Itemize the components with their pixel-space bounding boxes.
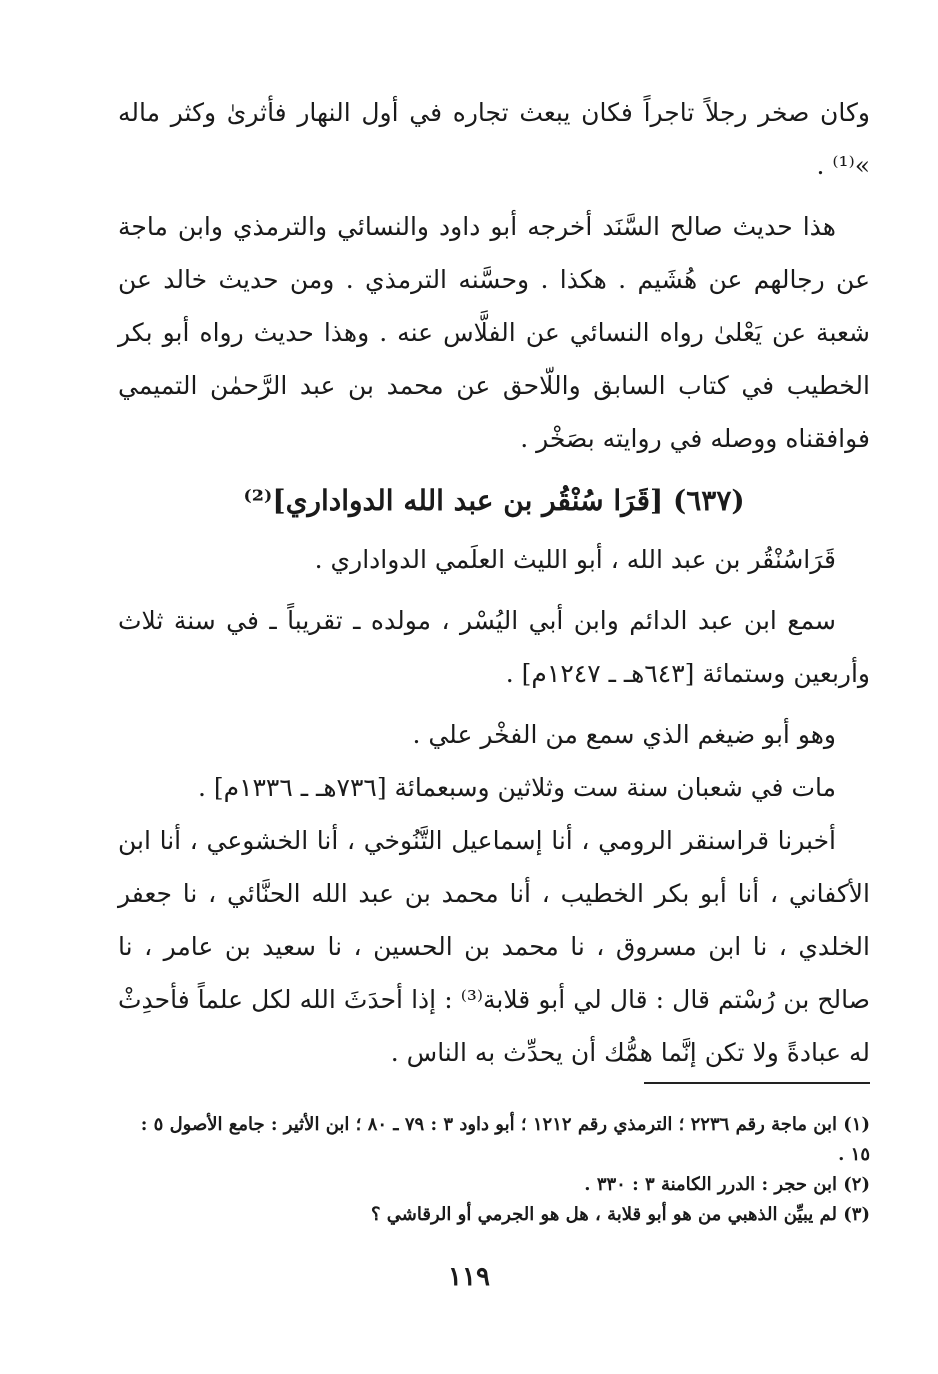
footnote-2: (٢) ابن حجر : الدرر الكامنة ٣ : ٣٣٠ . (584, 1174, 870, 1195)
paragraph-hadith-end: وكان صخر رجلاً تاجراً فكان يبعث تجاره في أول النهار فأثرىٰ وكثر ماله »⁽¹⁾ . (118, 98, 870, 180)
paragraph-isnad-commentary: هذا حديث صالح السَّنَد أخرجه أبو داود والنسائي والترمذي وابن ماجة عن رجالهم عن هُشَيم . هكذا . وحسَّنه الترمذي . ومن حديث خالد عن شعبة عن يَعْلىٰ رواه النسائي عن الفلَّاس عنه . وهذا حديث رواه أبو بكر الخطيب في كتاب السابق واللّاحق عن محمد بن عبد الرَّحمٰن التميمي فوافقناه ووصله في روايته بصَخْر . (118, 212, 870, 453)
paragraph-death: مات في شعبان سنة ست وثلاثين وسبعمائة [٧٣٦هـ ـ ١٣٣٦م] . (197, 773, 836, 802)
main-text (118, 86, 870, 1079)
paragraph-name: قَرَاسُنْقُر بن عبد الله ، أبو الليث العلَمي الدواداري . (314, 545, 836, 574)
paragraph-kunya: وهو أبو ضيغم الذي سمع من الفخْر علي . (412, 720, 836, 749)
footnotes (118, 1110, 870, 1230)
footnote-divider (644, 1082, 870, 1084)
entry-heading: (٦٣٧) [قَرَا سُنْقُر بن عبد الله الدواداري]⁽²⁾ (243, 484, 745, 517)
paragraph-narration: أخبرنا قراسنقر الرومي ، أنا إسماعيل التَّنُوخي ، أنا الخشوعي ، أنا ابن الأكفاني ، أنا أبو بكر الخطيب ، أنا محمد بن عبد الله الحنَّائي ، نا جعفر الخلدي ، نا ابن مسروق ، نا محمد بن الحسين ، نا سعيد بن عامر ، نا صالح بن رُسْتم قال : قال لي أبو قلابة⁽³⁾ : إذا أحدَثَ الله لكل علماً فأحدِثْ له عبادةً ولا تكن إنَّما همُّك أن يحدِّث به الناس . (118, 826, 870, 1067)
footnote-3: (٣) لم يبيِّن الذهبي من هو أبو قلابة ، هل هو الجرمي أو الرقاشي ؟ (370, 1204, 870, 1225)
paragraph-birth: سمع ابن عبد الدائم وابن أبي اليُسْر ، مولده ـ تقريباً ـ في سنة ثلاث وأربعين وستمائة [٦٤٣هـ ـ ١٢٤٧م] . (118, 606, 870, 688)
page-number: ١١٩ (448, 1262, 490, 1292)
footnote-1: (١) ابن ماجة رقم ٢٢٣٦ ؛ الترمذي رقم ١٢١٢ ؛ أبو داود ٣ : ٧٩ ـ ٨٠ ؛ ابن الأثير : جامع الأصول ٥ : ١٥ . (140, 1114, 870, 1165)
